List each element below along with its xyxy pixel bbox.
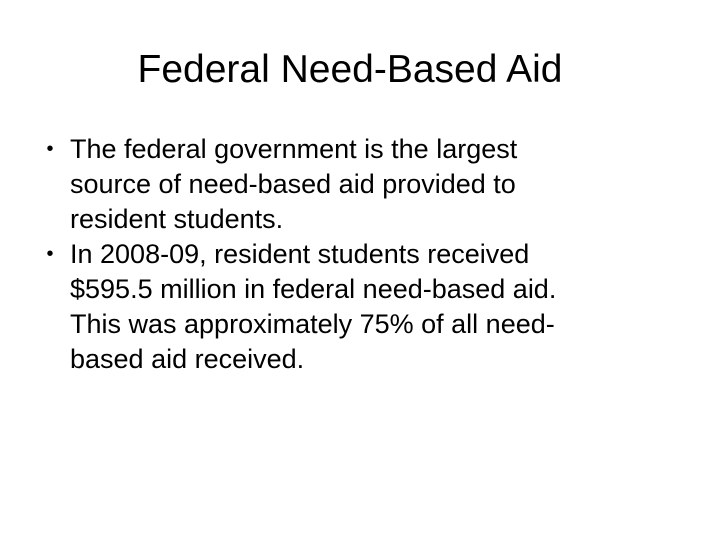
bullet-item-1 [30, 132, 670, 237]
bullet-1-line-3: resident students. [70, 204, 284, 234]
bullet-icon: • [46, 243, 54, 265]
bullet-list [30, 132, 670, 377]
bullet-2-line-4: based aid received. [70, 344, 305, 374]
bullet-icon: • [46, 138, 54, 160]
bullet-text-2 [70, 237, 670, 377]
bullet-2-line-1: In 2008-09, resident students received [70, 239, 530, 269]
bullet-item-2 [30, 237, 670, 377]
bullet-2-line-2: $595.5 million in federal need-based aid. [70, 274, 557, 304]
bullet-text-1 [70, 132, 670, 237]
bullet-1-line-2: source of need-based aid provided to [70, 169, 516, 199]
bullet-1-line-1: The federal government is the largest [70, 134, 518, 164]
bullet-2-line-3: This was approximately 75% of all need- [70, 309, 555, 339]
slide-title: Federal Need-Based Aid [137, 48, 563, 91]
